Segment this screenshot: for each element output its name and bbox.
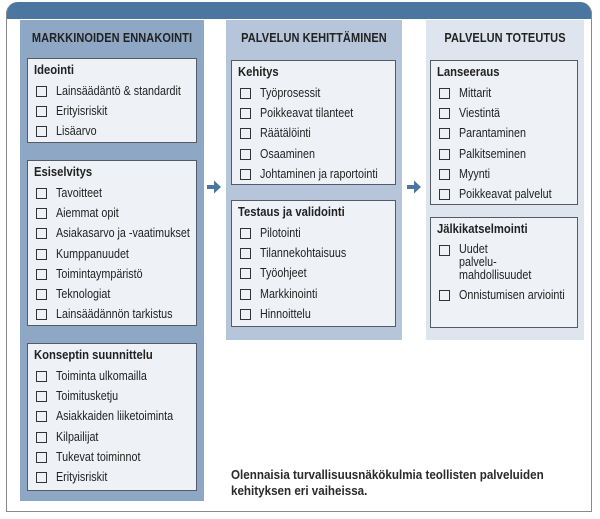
checklist-item[interactable] — [238, 263, 389, 283]
item-label: Lainsäädäntö & standardit — [56, 84, 181, 98]
checklist-item[interactable] — [238, 144, 389, 164]
checklist-item[interactable] — [238, 284, 389, 304]
checkbox-icon[interactable] — [36, 391, 47, 402]
checklist-item[interactable] — [34, 101, 190, 121]
column-title: PALVELUN TOTEUTUS — [444, 31, 566, 45]
checklist-item[interactable] — [34, 183, 190, 203]
arrow-right-icon — [206, 179, 222, 195]
box-title: Lanseeraus — [437, 65, 500, 79]
figure-caption — [231, 467, 544, 499]
checkbox-icon[interactable] — [36, 188, 47, 199]
checklist-item[interactable] — [238, 304, 389, 324]
item-label: Markkinointi — [260, 286, 318, 301]
item-label: Mittarit — [459, 86, 492, 100]
column-palvelun-toteutus — [426, 20, 584, 340]
checkbox-icon[interactable] — [439, 290, 450, 301]
item-label: Tilannekohtaisuus — [260, 246, 347, 261]
item-label: Asiakasarvo ja -vaatimukset — [56, 226, 190, 241]
item-label: Toimintaympäristö — [56, 266, 143, 281]
item-label: Toiminta ulkomailla — [56, 369, 147, 383]
checklist-item[interactable] — [238, 223, 389, 243]
checkbox-icon[interactable] — [240, 309, 251, 320]
checkbox-icon[interactable] — [36, 411, 47, 422]
box-jalkikatselmointi — [430, 217, 578, 328]
checklist-item[interactable] — [238, 243, 389, 263]
checkbox-icon[interactable] — [240, 228, 251, 239]
checklist-item[interactable] — [437, 184, 571, 204]
checklist-item[interactable] — [34, 244, 190, 264]
checkbox-icon[interactable] — [240, 248, 251, 259]
checklist-item[interactable] — [34, 203, 190, 223]
checkbox-icon[interactable] — [36, 86, 47, 97]
item-label: Erityisriskit — [56, 104, 108, 119]
box-title: Testaus ja validointi — [238, 205, 345, 219]
checkbox-icon[interactable] — [36, 126, 47, 137]
checkbox-icon[interactable] — [439, 108, 450, 119]
arrow-right-icon — [406, 179, 422, 195]
item-label: Aiemmat opit — [56, 206, 119, 221]
box-title: Konseptin suunnittelu — [34, 348, 153, 362]
item-label: Poikkeavat palvelut — [459, 187, 552, 202]
item-label: Kilpailijat — [56, 429, 99, 444]
checklist-item[interactable] — [437, 103, 571, 123]
box-title: Ideointi — [34, 63, 75, 77]
checkbox-icon[interactable] — [36, 289, 47, 300]
checkbox-icon[interactable] — [36, 309, 47, 320]
checklist-item[interactable] — [34, 304, 190, 324]
checkbox-icon[interactable] — [240, 108, 251, 119]
checklist-item[interactable] — [34, 467, 190, 487]
box-title: Kehitys — [238, 65, 279, 79]
checkbox-icon[interactable] — [36, 249, 47, 260]
checkbox-icon[interactable] — [36, 106, 47, 117]
checkbox-icon[interactable] — [240, 289, 251, 300]
column-markkinoiden-ennakointi — [20, 20, 204, 501]
checkbox-icon[interactable] — [36, 371, 47, 382]
column-palvelun-kehittaminen — [226, 20, 402, 340]
checkbox-icon[interactable] — [36, 228, 47, 239]
checklist-item[interactable] — [437, 164, 571, 184]
box-ideointi — [27, 58, 197, 143]
item-label: Tukevat toiminnot — [56, 449, 141, 464]
box-kehitys — [231, 60, 396, 185]
item-label: Poikkeavat tilanteet — [260, 106, 354, 121]
checklist-item[interactable] — [34, 223, 190, 243]
checkbox-icon[interactable] — [36, 208, 47, 219]
item-label: Lainsäädännön tarkistus — [56, 307, 173, 322]
checklist-item[interactable] — [437, 123, 571, 143]
checklist-item[interactable] — [437, 240, 571, 285]
checkbox-icon[interactable] — [36, 269, 47, 280]
checklist-item[interactable] — [34, 427, 190, 447]
box-title: Esiselvitys — [34, 165, 93, 179]
checklist-item[interactable] — [34, 366, 190, 386]
checkbox-icon[interactable] — [36, 472, 47, 483]
checkbox-icon[interactable] — [240, 169, 251, 180]
item-label: Toimitusketju — [56, 389, 119, 404]
box-lanseeraus — [430, 60, 578, 205]
box-konseptin-suunnittelu — [27, 343, 197, 491]
column-title: MARKKINOIDEN ENNAKOINTI — [31, 31, 193, 45]
box-esiselvitys — [27, 160, 197, 326]
item-label: Parantaminen — [459, 126, 526, 141]
checkbox-icon[interactable] — [240, 128, 251, 139]
checkbox-icon[interactable] — [439, 88, 450, 99]
checkbox-icon[interactable] — [36, 432, 47, 443]
checklist-item[interactable] — [34, 406, 190, 426]
item-label: Pilotointi — [260, 226, 301, 240]
checkbox-icon[interactable] — [36, 452, 47, 463]
item-label: Kumppanuudet — [56, 246, 129, 261]
item-label: Myynti — [459, 166, 491, 181]
checklist-item[interactable] — [238, 164, 389, 184]
item-label: Erityisriskit — [56, 470, 108, 485]
item-label: Viestintä — [459, 106, 501, 121]
box-title: Jälkikatselmointi — [437, 222, 528, 236]
checklist-item[interactable] — [437, 83, 571, 103]
item-label: Työohjeet — [260, 266, 307, 281]
checklist-item[interactable] — [34, 264, 190, 284]
item-label: Palkitseminen — [459, 146, 526, 161]
checkbox-icon[interactable] — [439, 128, 450, 139]
item-label: Johtaminen ja raportointi — [260, 166, 378, 181]
checkbox-icon[interactable] — [439, 169, 450, 180]
checkbox-icon[interactable] — [240, 149, 251, 160]
checklist-item[interactable] — [238, 103, 389, 123]
checkbox-icon[interactable] — [240, 88, 251, 99]
checklist-item[interactable] — [238, 123, 389, 143]
box-testaus-ja-validointi — [231, 200, 396, 327]
checkbox-icon[interactable] — [439, 189, 450, 200]
checklist-item[interactable] — [34, 386, 190, 406]
item-label: Uudet palvelu-mahdollisuudet — [459, 242, 532, 282]
checklist-item[interactable] — [437, 285, 571, 305]
caption-line-1: Olennaisia turvallisuusnäkökulmia teollisten palveluiden — [231, 468, 544, 482]
checklist-item[interactable] — [34, 121, 190, 141]
checkbox-icon[interactable] — [240, 268, 251, 279]
checklist-item[interactable] — [437, 144, 571, 164]
item-label: Hinnoittelu — [260, 306, 311, 321]
checklist-item[interactable] — [238, 83, 389, 103]
item-label: Osaaminen — [260, 146, 315, 161]
checklist-item[interactable] — [34, 447, 190, 467]
item-label: Työprosessit — [260, 86, 321, 100]
checklist-item[interactable] — [34, 81, 190, 101]
checkbox-icon[interactable] — [439, 149, 450, 160]
item-label: Räätälöinti — [260, 126, 311, 141]
checklist-item[interactable] — [34, 284, 190, 304]
caption-line-2: kehityksen eri vaiheissa. — [231, 484, 368, 498]
item-label: Onnistumisen arviointi — [459, 288, 565, 302]
checkbox-icon[interactable] — [439, 245, 450, 256]
column-title: PALVELUN KEHITTÄMINEN — [241, 31, 387, 45]
item-label: Teknologiat — [56, 287, 111, 302]
item-label: Lisäarvo — [56, 124, 97, 139]
item-label: Tavoitteet — [56, 186, 103, 200]
item-label: Asiakkaiden liiketoiminta — [56, 409, 174, 424]
